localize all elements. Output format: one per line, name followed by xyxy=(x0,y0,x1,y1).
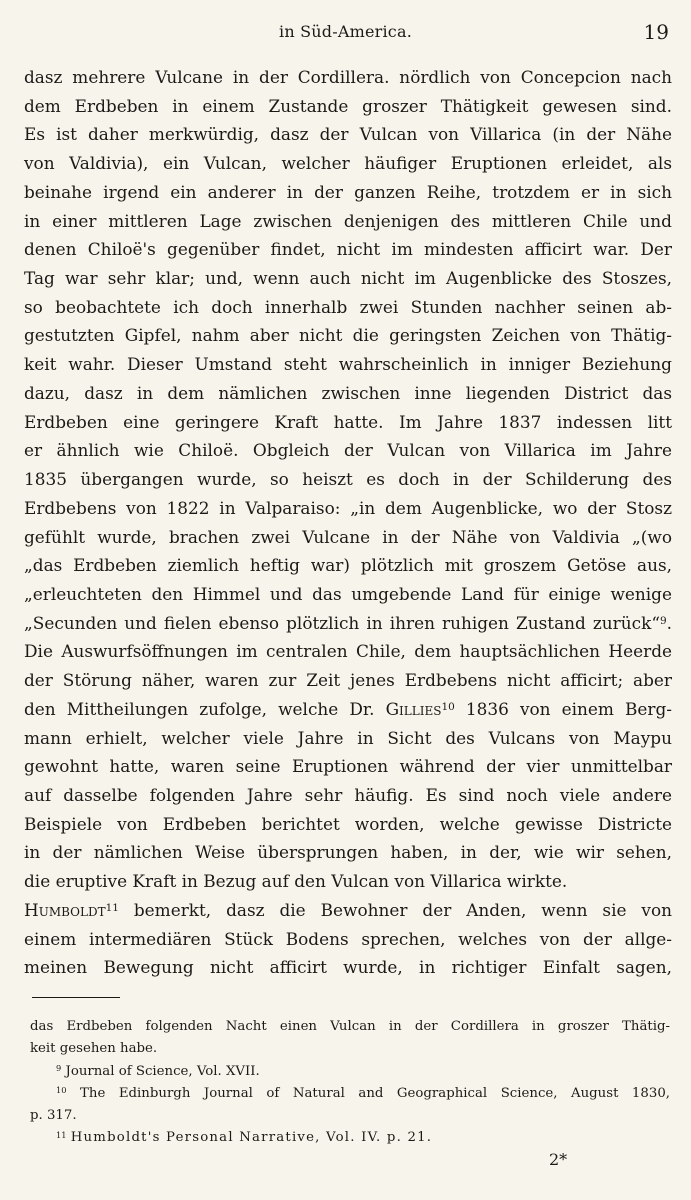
body-line-text: bemerkt, dasz die Bewohner der Anden, wenn sie von xyxy=(133,899,672,920)
body-line: Die Auswurfsöffnungen im centralen Chile, dem hauptsächlichen Heerde xyxy=(24,641,672,662)
body-line: dazu, dasz in dem nämlichen zwischen inne liegenden District das xyxy=(24,382,672,403)
footnote-10-continuation: p. 317. xyxy=(30,1108,77,1124)
body-line: mann erhielt, welcher viele Jahre in Sicht des Vulcans von Maypu xyxy=(24,727,672,748)
footnote-10 xyxy=(30,1083,670,1105)
body-line: die eruptive Kraft in Bezug auf den Vulcan von Villarica wirkte. xyxy=(24,871,568,892)
footnote-ref-9: 9 xyxy=(659,614,667,627)
author-name-gillies: Gillies xyxy=(385,698,442,719)
body-line: der Störung näher, waren zur Zeit jenes Erdbebens nicht afficirt; aber xyxy=(24,670,672,691)
footnote-marker-11: 11 xyxy=(56,1129,67,1140)
body-line: Es ist daher merkwürdig, dasz der Vulcan von Villarica (in der Nähe xyxy=(24,124,672,145)
body-line-with-ref-11 xyxy=(24,896,672,925)
body-line: Beispiele von Erdbeben berichtet worden, welche gewisse Districte xyxy=(24,813,672,834)
body-line: er ähnlich wie Chiloë. Obgleich der Vulcan von Villarica im Jahre xyxy=(24,440,672,461)
footnote-marker-10: 10 xyxy=(56,1085,67,1096)
body-line: gestutzten Gipfel, nahm aber nicht die geringsten Zeichen von Thätig- xyxy=(24,325,672,346)
body-line: „erleuchteten den Himmel und das umgebende Land für einige wenige xyxy=(24,583,672,604)
body-line: in der nämlichen Weise übersprungen haben, in der, wie wir sehen, xyxy=(24,842,672,863)
body-line-text: „Secunden und fielen ebenso plötzlich in ihren ruhigen Zustand zurück“ xyxy=(24,612,660,633)
footnote-11-text: Humboldt's Personal Narrative, Vol. IV. p. 21. xyxy=(70,1130,433,1146)
body-text xyxy=(24,63,672,982)
footnote-9-text: Journal of Science, Vol. XVII. xyxy=(65,1063,260,1079)
body-line: dem Erdbeben in einem Zustande groszer Thätigkeit gewesen sind. xyxy=(24,95,672,116)
body-line: denen Chiloë's gegenüber findet, nicht im mindesten afficirt war. Der xyxy=(24,239,672,260)
body-line: Erdbebens von 1822 in Valparaiso: „in dem Augenblicke, wo der Stosz xyxy=(24,497,672,518)
ref-9-tail: . xyxy=(666,612,672,633)
body-line: gefühlt wurde, brachen zwei Vulcane in der Nähe von Valdivia „(wo xyxy=(24,526,672,547)
footnotes xyxy=(30,1016,670,1150)
signature-mark: 2* xyxy=(549,1150,568,1169)
body-line: einem intermediären Stück Bodens sprechen, welches von der allge- xyxy=(24,928,672,949)
footnote-ref-11: 11 xyxy=(105,902,119,915)
footnote-separator-rule xyxy=(32,997,120,998)
footnote-11 xyxy=(30,1127,670,1149)
body-line: beinahe irgend ein anderer in der ganzen Reihe, trotzdem er in sich xyxy=(24,181,672,202)
body-line-with-ref-10 xyxy=(24,695,672,724)
body-line: so beobachtete ich doch innerhalb zwei Stunden nachher seinen ab- xyxy=(24,296,672,317)
body-line: in einer mittleren Lage zwischen denjenigen des mittleren Chile und xyxy=(24,210,672,231)
body-line: „das Erdbeben ziemlich heftig war) plötzlich mit groszem Getöse aus, xyxy=(24,555,672,576)
body-line-with-ref-9 xyxy=(24,609,672,638)
running-head: in Süd-America. xyxy=(279,22,412,41)
page-header xyxy=(0,20,691,50)
author-name-humboldt: Humboldt xyxy=(24,899,106,920)
footnote-10-text: The Edinburgh Journal of Natural and Geographical Science, August 1830, xyxy=(80,1085,671,1101)
body-line-text: den Mittheilungen zufolge, welche Dr. xyxy=(24,698,375,719)
footnote-ref-10: 10 xyxy=(441,701,455,714)
body-line: keit wahr. Dieser Umstand steht wahrscheinlich in inniger Beziehung xyxy=(24,354,672,375)
footnote-9 xyxy=(30,1061,670,1083)
body-line: Erdbeben eine geringere Kraft hatte. Im Jahre 1837 indessen litt xyxy=(24,411,672,432)
body-line: dasz mehrere Vulcane in der Cordillera. nördlich von Concepcion nach xyxy=(24,67,672,87)
body-line: gewohnt hatte, waren seine Eruptionen während der vier unmittelbar xyxy=(24,756,672,777)
body-line: von Valdivia), ein Vulcan, welcher häufiger Eruptionen erleidet, als xyxy=(24,153,672,174)
footnote-carryover-line: das Erdbeben folgenden Nacht einen Vulcan in der Cordillera in groszer Thätig- xyxy=(30,1019,670,1034)
body-line: auf dasselbe folgenden Jahre sehr häufig. Es sind noch viele andere xyxy=(24,784,672,805)
footnote-marker-9: 9 xyxy=(56,1062,62,1073)
page-number: 19 xyxy=(643,20,669,44)
body-line-text: 1836 von einem Berg- xyxy=(465,698,672,719)
body-line: meinen Bewegung nicht afficirt wurde, in richtiger Einfalt sagen, xyxy=(24,957,672,978)
body-line: 1835 übergangen wurde, so heiszt es doch in der Schilderung des xyxy=(24,469,672,490)
footnote-carryover-line: keit gesehen habe. xyxy=(30,1041,158,1057)
body-line: Tag war sehr klar; und, wenn auch nicht im Augenblicke des Stoszes, xyxy=(24,268,672,289)
